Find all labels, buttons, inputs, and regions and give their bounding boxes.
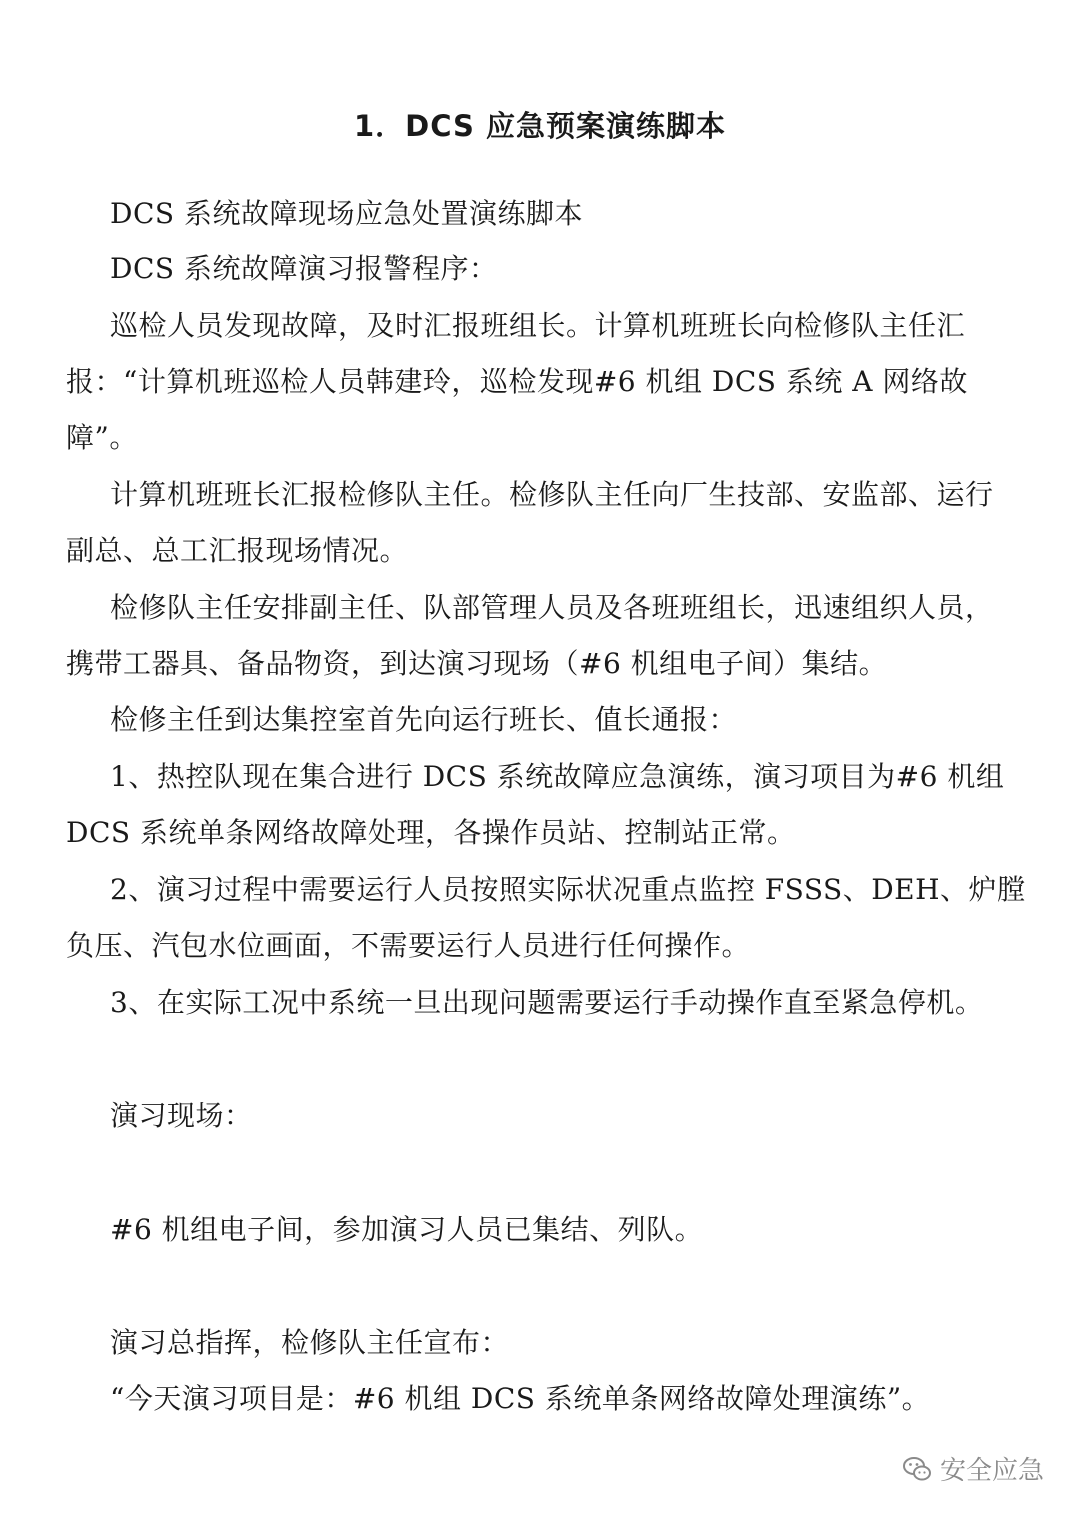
- wechat-icon: [902, 1454, 932, 1484]
- paragraph-line: 检修主任到达集控室首先向运行班长、值长通报：: [110, 703, 738, 736]
- paragraph-line: 演习总指挥，检修队主任宣布：: [110, 1326, 510, 1359]
- paragraph-line: 3、在实际工况中系统一旦出现问题需要运行手动操作直至紧急停机。: [110, 986, 984, 1019]
- paragraph-line: “今天演习项目是：#6 机组 DCS 系统单条网络故障处理演练”。: [110, 1382, 931, 1415]
- paragraph-line: 报：“计算机班巡检人员韩建玲，巡检发现#6 机组 DCS 系统 A 网络故: [66, 365, 968, 398]
- paragraph-line: 副总、总工汇报现场情况。: [66, 534, 409, 567]
- watermark-text: 安全应急: [939, 1456, 1044, 1486]
- paragraph-line: DCS 系统单条网络故障处理，各操作员站、控制站正常。: [66, 816, 796, 849]
- paragraph-line: 检修队主任安排副主任、队部管理人员及各班班组长，迅速组织人员，: [110, 591, 994, 624]
- paragraph-line: 巡检人员发现故障，及时汇报班组长。计算机班班长向检修队主任汇: [110, 309, 966, 342]
- paragraph-line: 携带工器具、备品物资，到达演习现场（#6 机组电子间）集结。: [66, 647, 888, 680]
- paragraph-line: 2、演习过程中需要运行人员按照实际状况重点监控 FSSS、DEH、炉膛: [110, 873, 1026, 906]
- watermark: [902, 1450, 1044, 1487]
- paragraph-line: DCS 系统故障现场应急处置演练脚本: [110, 197, 583, 230]
- paragraph-line: 障”。: [66, 421, 138, 454]
- paragraph-line: 演习现场：: [110, 1099, 253, 1132]
- paragraph-line: DCS 系统故障演习报警程序：: [110, 252, 498, 285]
- paragraph-line: 负压、汽包水位画面，不需要运行人员进行任何操作。: [66, 929, 751, 962]
- document-title: 1．DCS 应急预案演练脚本: [353, 109, 727, 143]
- paragraph-line: 计算机班班长汇报检修队主任。检修队主任向厂生技部、安监部、运行: [110, 478, 994, 511]
- paragraph-line: 1、热控队现在集合进行 DCS 系统故障应急演练，演习项目为#6 机组: [110, 760, 1005, 793]
- paragraph-line: #6 机组电子间，参加演习人员已集结、列队。: [110, 1213, 704, 1246]
